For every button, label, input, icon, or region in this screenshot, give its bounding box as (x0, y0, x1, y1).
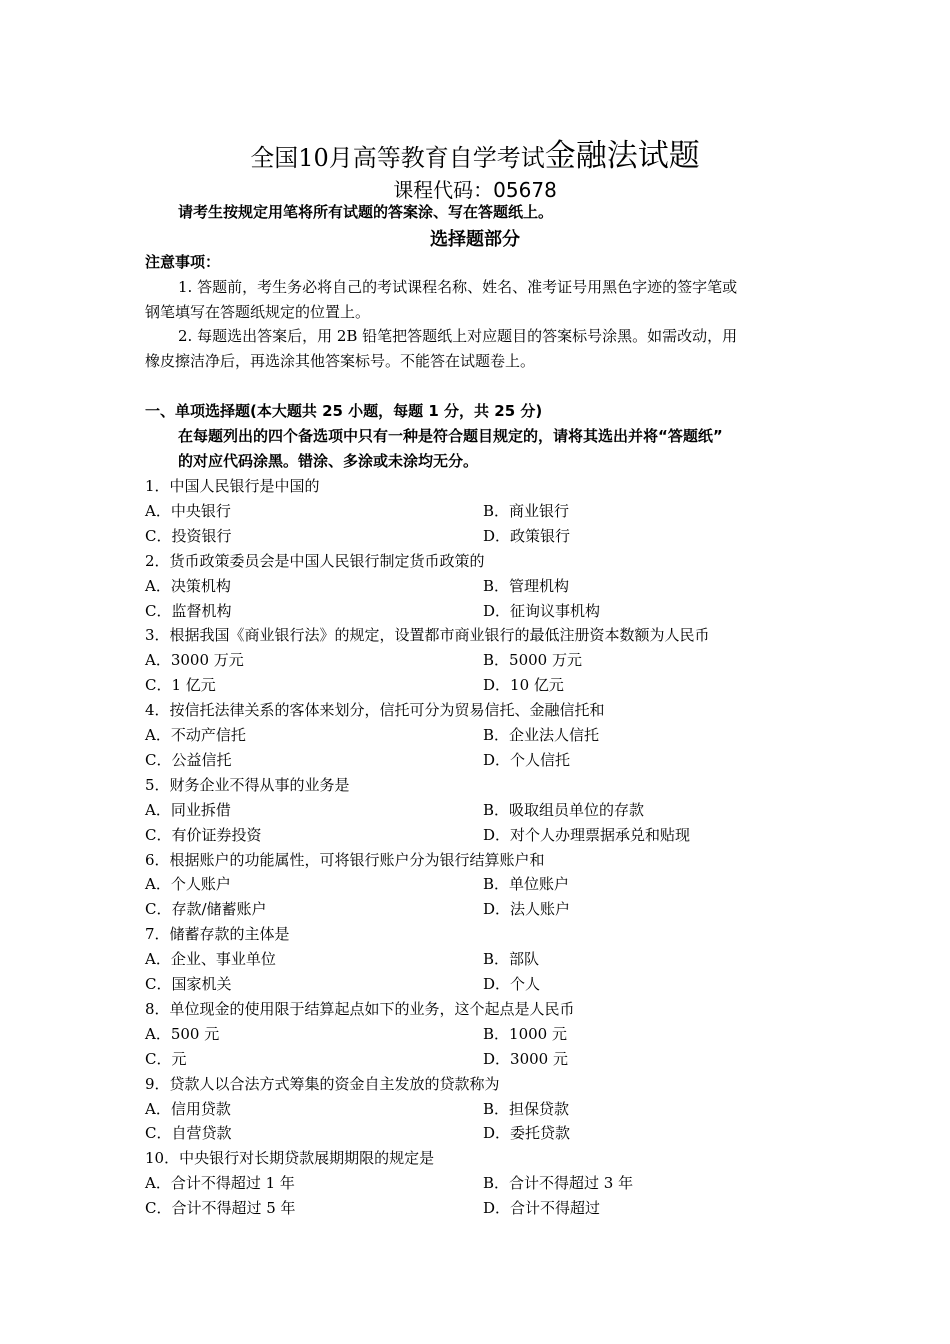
note-line: 2. 每题选出答案后，用 2B 铅笔把答题纸上对应题目的答案标号涂黑。如需改动，用 (178, 327, 738, 345)
notes-heading: 注意事项： (145, 253, 221, 271)
note-line: 钢笔填写在答题纸规定的位置上。 (145, 303, 371, 321)
question-stem: 9．贷款人以合法方式筹集的资金自主发放的贷款称为 (145, 1075, 500, 1093)
option-d: D．法人账户 (483, 900, 571, 918)
option-d: D．10 亿元 (483, 676, 564, 694)
course-code: 课程代码：05678 (393, 178, 557, 202)
note-line: 1. 答题前，考生务必将自己的考试课程名称、姓名、准考证号用黑色字迹的签字笔或 (178, 278, 738, 296)
question-stem: 1．中国人民银行是中国的 (145, 477, 320, 495)
option-d: D．征询议事机构 (483, 602, 601, 620)
option-c: C．监督机构 (145, 602, 232, 620)
question-stem: 5．财务企业不得从事的业务是 (145, 776, 350, 794)
exam-title (0, 130, 950, 175)
option-c: C．国家机关 (145, 975, 232, 993)
option-d: D．个人信托 (483, 751, 571, 769)
option-b: B．单位账户 (483, 875, 570, 893)
option-a: A．中央银行 (145, 502, 231, 520)
option-d: D．对个人办理票据承兑和贴现 (483, 826, 691, 844)
question-stem: 7．储蓄存款的主体是 (145, 925, 290, 943)
note-line: 橡皮擦洁净后，再选涂其他答案标号。不能答在试题卷上。 (145, 352, 536, 370)
option-c: C．有价证券投资 (145, 826, 262, 844)
option-c: C．公益信托 (145, 751, 232, 769)
option-c: C．元 (145, 1050, 187, 1068)
option-b: B．管理机构 (483, 577, 570, 595)
option-b: B．合计不得超过 3 年 (483, 1174, 634, 1192)
option-b: B．担保贷款 (483, 1100, 570, 1118)
option-d: D．委托贷款 (483, 1124, 571, 1142)
option-a: A．合计不得超过 1 年 (145, 1174, 295, 1192)
option-d: D．3000 元 (483, 1050, 568, 1068)
option-c: C．自营贷款 (145, 1124, 232, 1142)
answer-instruction: 请考生按规定用笔将所有试题的答案涂、写在答题纸上。 (178, 203, 554, 221)
option-a: A．信用贷款 (145, 1100, 231, 1118)
option-c: C．投资银行 (145, 527, 232, 545)
option-a: A．3000 万元 (145, 651, 244, 669)
option-b: B．5000 万元 (483, 651, 582, 669)
option-a: A．决策机构 (145, 577, 231, 595)
option-c: C．存款/储蓄账户 (145, 900, 267, 918)
question-stem: 4．按信托法律关系的客体来划分，信托可分为贸易信托、金融信托和 (145, 701, 605, 719)
section-title: 选择题部分 (430, 229, 520, 250)
question-stem: 3．根据我国《商业银行法》的规定，设置都市商业银行的最低注册资本数额为人民币 (145, 626, 710, 644)
option-a: A．企业、事业单位 (145, 950, 276, 968)
option-c: C．1 亿元 (145, 676, 216, 694)
option-d: D．个人 (483, 975, 541, 993)
option-b: B．吸取组员单位的存款 (483, 801, 645, 819)
option-c: C．合计不得超过 5 年 (145, 1199, 296, 1217)
title-main: 金融法试题 (544, 138, 700, 174)
question-stem: 2．货币政策委员会是中国人民银行制定货币政策的 (145, 552, 485, 570)
option-a: A．不动产信托 (145, 726, 246, 744)
option-a: A．同业拆借 (145, 801, 231, 819)
part-instruction: 的对应代码涂黑。错涂、多涂或未涂均无分。 (178, 452, 479, 470)
option-b: B．企业法人信托 (483, 726, 600, 744)
option-b: B．部队 (483, 950, 540, 968)
option-b: B．商业银行 (483, 502, 570, 520)
option-a: A．500 元 (145, 1025, 220, 1043)
question-stem: 10．中央银行对长期贷款展期期限的规定是 (145, 1149, 435, 1167)
part-instruction: 在每题列出的四个备选项中只有一种是符合题目规定的，请将其选出并将“答题纸” (178, 427, 723, 445)
part-heading: 一、单项选择题(本大题共 25 小题，每题 1 分，共 25 分) (145, 402, 543, 420)
option-d: D．政策银行 (483, 527, 571, 545)
option-a: A．个人账户 (145, 875, 231, 893)
option-d: D．合计不得超过 (483, 1199, 601, 1217)
title-prefix: 全国10月高等教育自学考试 (250, 144, 545, 172)
question-stem: 8．单位现金的使用限于结算起点如下的业务，这个起点是人民币 (145, 1000, 575, 1018)
option-b: B．1000 元 (483, 1025, 567, 1043)
question-stem: 6．根据账户的功能属性，可将银行账户分为银行结算账户和 (145, 851, 545, 869)
